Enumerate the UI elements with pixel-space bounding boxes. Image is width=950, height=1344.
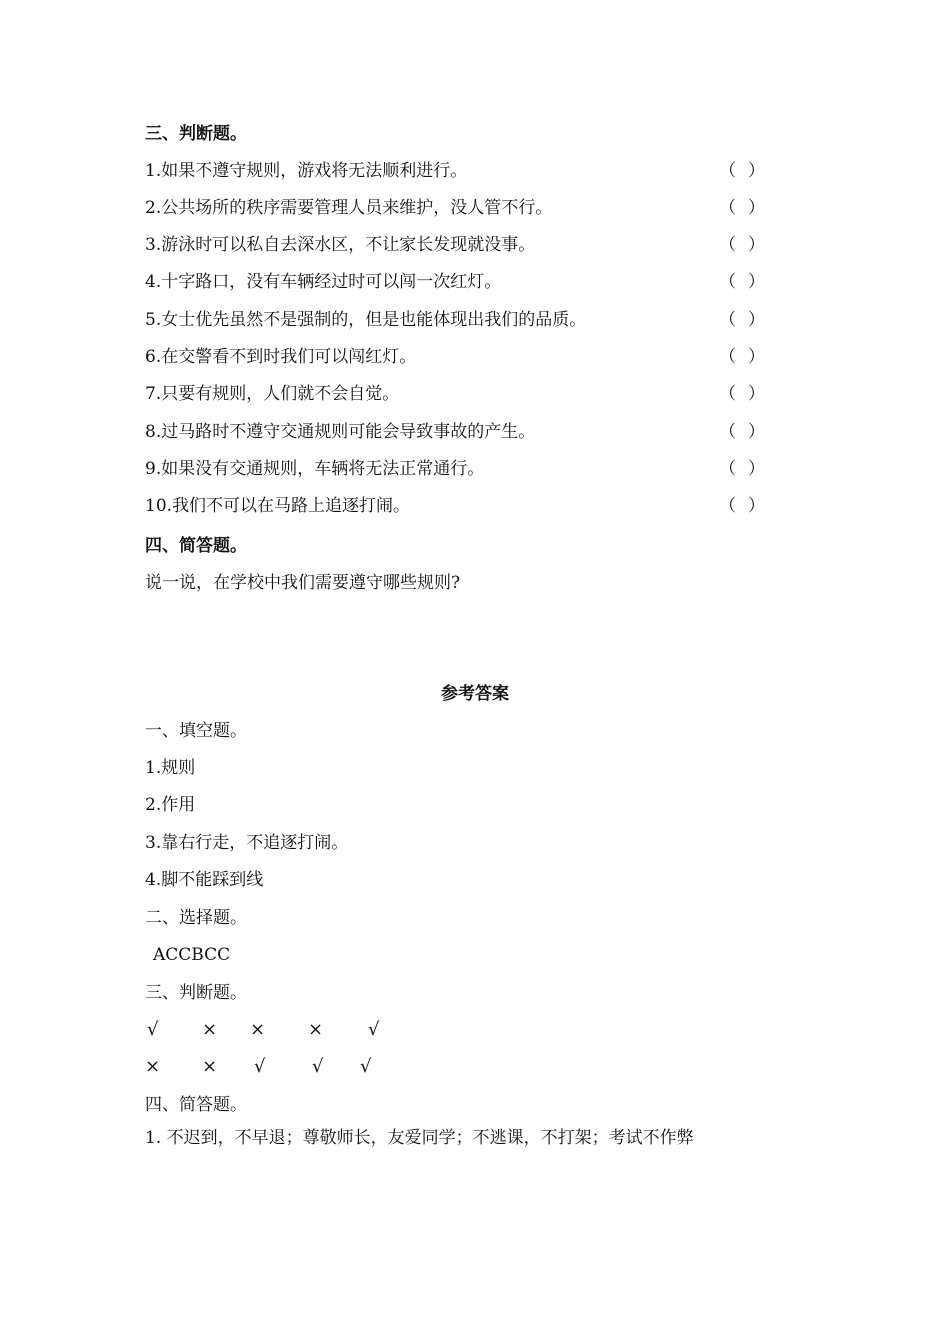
- judge-question: 5.女士优先虽然不是强制的，但是也能体现出我们的品质。: [145, 310, 587, 330]
- fill-answer: 2.作用: [145, 795, 196, 815]
- section3-heading: 三、判断题。: [145, 124, 247, 144]
- judge-question: 8.过马路时不遵守交通规则可能会导致事故的产生。: [145, 422, 536, 442]
- fill-heading: 一、填空题。: [145, 721, 247, 741]
- answer-key-title: 参考答案: [441, 684, 509, 704]
- short-answer-question: 说一说，在学校中我们需要遵守哪些规则?: [145, 573, 461, 593]
- judge-question: 2.公共场所的秩序需要管理人员来维护，没人管不行。: [145, 198, 553, 218]
- judge-question: 7.只要有规则，人们就不会自觉。: [145, 384, 400, 404]
- judge-question: 9.如果没有交通规则，车辆将无法正常通行。: [145, 459, 485, 479]
- answer-parentheses[interactable]: （ ）: [719, 496, 765, 516]
- judge-question: 4.十字路口，没有车辆经过时可以闯一次红灯。: [145, 272, 502, 292]
- answer-parentheses[interactable]: （ ）: [719, 235, 765, 255]
- answer-parentheses[interactable]: （ ）: [719, 459, 765, 479]
- answer-parentheses[interactable]: （ ）: [719, 198, 765, 218]
- choice-heading: 二、选择题。: [145, 908, 247, 928]
- judge-question: 6.在交警看不到时我们可以闯红灯。: [145, 347, 417, 367]
- cross-mark: ×: [308, 1019, 324, 1040]
- answer-parentheses[interactable]: （ ）: [719, 347, 765, 367]
- answer-parentheses[interactable]: （ ）: [719, 310, 765, 330]
- check-mark: √: [360, 1056, 372, 1077]
- answer-parentheses[interactable]: （ ）: [719, 161, 765, 181]
- short-answer-text: 1. 不迟到，不早退；尊敬师长，友爱同学；不逃课，不打架；考试不作弊: [145, 1128, 694, 1148]
- check-mark: √: [254, 1056, 266, 1077]
- judge-question: 10.我们不可以在马路上追逐打闹。: [145, 496, 411, 516]
- cross-mark: ×: [202, 1019, 218, 1040]
- fill-answer: 3.靠右行走，不追逐打闹。: [145, 833, 349, 853]
- answer-parentheses[interactable]: （ ）: [719, 422, 765, 442]
- section4-heading: 四、简答题。: [145, 536, 247, 556]
- choice-answer: ACCBCC: [153, 945, 231, 965]
- cross-mark: ×: [202, 1056, 218, 1077]
- judge-question: 3.游泳时可以私自去深水区，不让家长发现就没事。: [145, 235, 536, 255]
- judge-answer-heading: 三、判断题。: [145, 983, 247, 1003]
- short-answer-heading: 四、简答题。: [145, 1095, 247, 1115]
- answer-parentheses[interactable]: （ ）: [719, 272, 765, 292]
- judge-question: 1.如果不遵守规则，游戏将无法顺利进行。: [145, 161, 468, 181]
- cross-mark: ×: [250, 1019, 266, 1040]
- check-mark: √: [312, 1056, 324, 1077]
- answer-parentheses[interactable]: （ ）: [719, 384, 765, 404]
- fill-answer: 1.规则: [145, 758, 196, 778]
- fill-answer: 4.脚不能踩到线: [145, 870, 264, 890]
- cross-mark: ×: [145, 1056, 161, 1077]
- check-mark: √: [368, 1019, 380, 1040]
- check-mark: √: [147, 1019, 159, 1040]
